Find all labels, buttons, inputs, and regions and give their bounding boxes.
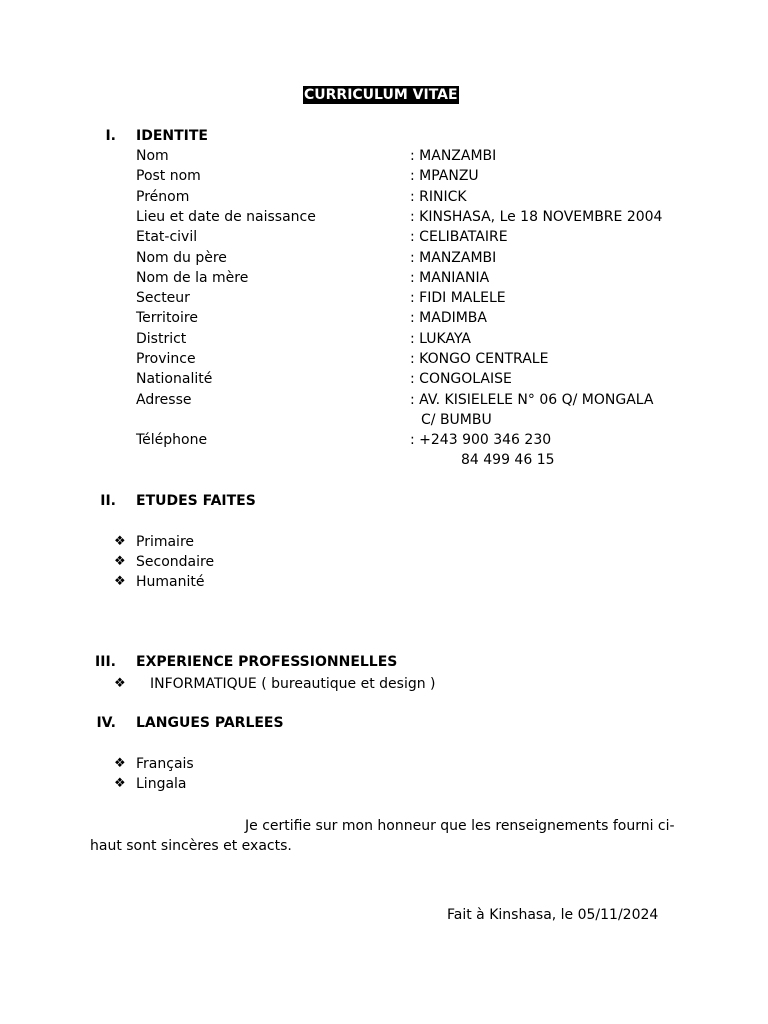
- section-4-heading: LANGUES PARLEES: [136, 715, 284, 731]
- list-item: INFORMATIQUE ( bureautique et design ): [150, 676, 436, 692]
- list-item: Français: [136, 756, 194, 772]
- identity-value: : RINICK: [410, 189, 467, 205]
- diamond-bullet-icon: ❖: [114, 554, 126, 569]
- diamond-bullet-icon: ❖: [114, 676, 126, 691]
- identity-label: District: [136, 331, 187, 347]
- list-item: Secondaire: [136, 554, 215, 570]
- identity-label: Etat-civil: [136, 229, 198, 245]
- list-item: Lingala: [136, 776, 187, 792]
- identity-label: Prénom: [136, 189, 190, 205]
- section-1-heading: IDENTITE: [136, 128, 208, 144]
- identity-value-continuation: 84 499 46 15: [461, 452, 555, 468]
- identity-value: : MADIMBA: [410, 310, 487, 326]
- identity-label: Post nom: [136, 168, 201, 184]
- document-title: CURRICULUM VITAE: [304, 87, 458, 103]
- identity-value: : AV. KISIELELE N° 06 Q/ MONGALA: [410, 392, 654, 408]
- diamond-bullet-icon: ❖: [114, 574, 126, 589]
- identity-label: Nom: [136, 148, 169, 164]
- diamond-bullet-icon: ❖: [114, 756, 126, 771]
- signature-place-date: Fait à Kinshasa, le 05/11/2024: [447, 907, 659, 923]
- identity-value: : LUKAYA: [410, 331, 471, 347]
- identity-value: : CELIBATAIRE: [410, 229, 508, 245]
- identity-label: Province: [136, 351, 196, 367]
- certification-line-1: Je certifie sur mon honneur que les renseignements fourni ci-: [245, 818, 675, 834]
- section-2-heading: ETUDES FAITES: [136, 493, 256, 509]
- identity-value: : KINSHASA, Le 18 NOVEMBRE 2004: [410, 209, 663, 225]
- certification-line-2: haut sont sincères et exacts.: [90, 838, 292, 854]
- identity-value: : MPANZU: [410, 168, 479, 184]
- section-2-number: II.: [100, 493, 116, 509]
- identity-label: Territoire: [136, 310, 198, 326]
- diamond-bullet-icon: ❖: [114, 534, 126, 549]
- identity-label: Téléphone: [136, 432, 208, 448]
- section-3-number: III.: [95, 654, 116, 670]
- section-1-number: I.: [105, 128, 116, 144]
- identity-value: : CONGOLAISE: [410, 371, 512, 387]
- identity-value: : MANIANIA: [410, 270, 490, 286]
- identity-label: Adresse: [136, 392, 192, 408]
- identity-value: : FIDI MALELE: [410, 290, 506, 306]
- identity-value-continuation: C/ BUMBU: [421, 412, 492, 428]
- section-4-number: IV.: [96, 715, 116, 731]
- identity-label: Secteur: [136, 290, 190, 306]
- identity-value: : KONGO CENTRALE: [410, 351, 549, 367]
- list-item: Primaire: [136, 534, 195, 550]
- list-item: Humanité: [136, 574, 205, 590]
- section-3-heading: EXPERIENCE PROFESSIONNELLES: [136, 654, 398, 670]
- identity-value: : +243 900 346 230: [410, 432, 552, 448]
- identity-label: Nationalité: [136, 371, 213, 387]
- identity-value: : MANZAMBI: [410, 250, 497, 266]
- diamond-bullet-icon: ❖: [114, 776, 126, 791]
- identity-value: : MANZAMBI: [410, 148, 497, 164]
- identity-label: Nom du père: [136, 250, 227, 266]
- identity-label: Lieu et date de naissance: [136, 209, 316, 225]
- identity-label: Nom de la mère: [136, 270, 249, 286]
